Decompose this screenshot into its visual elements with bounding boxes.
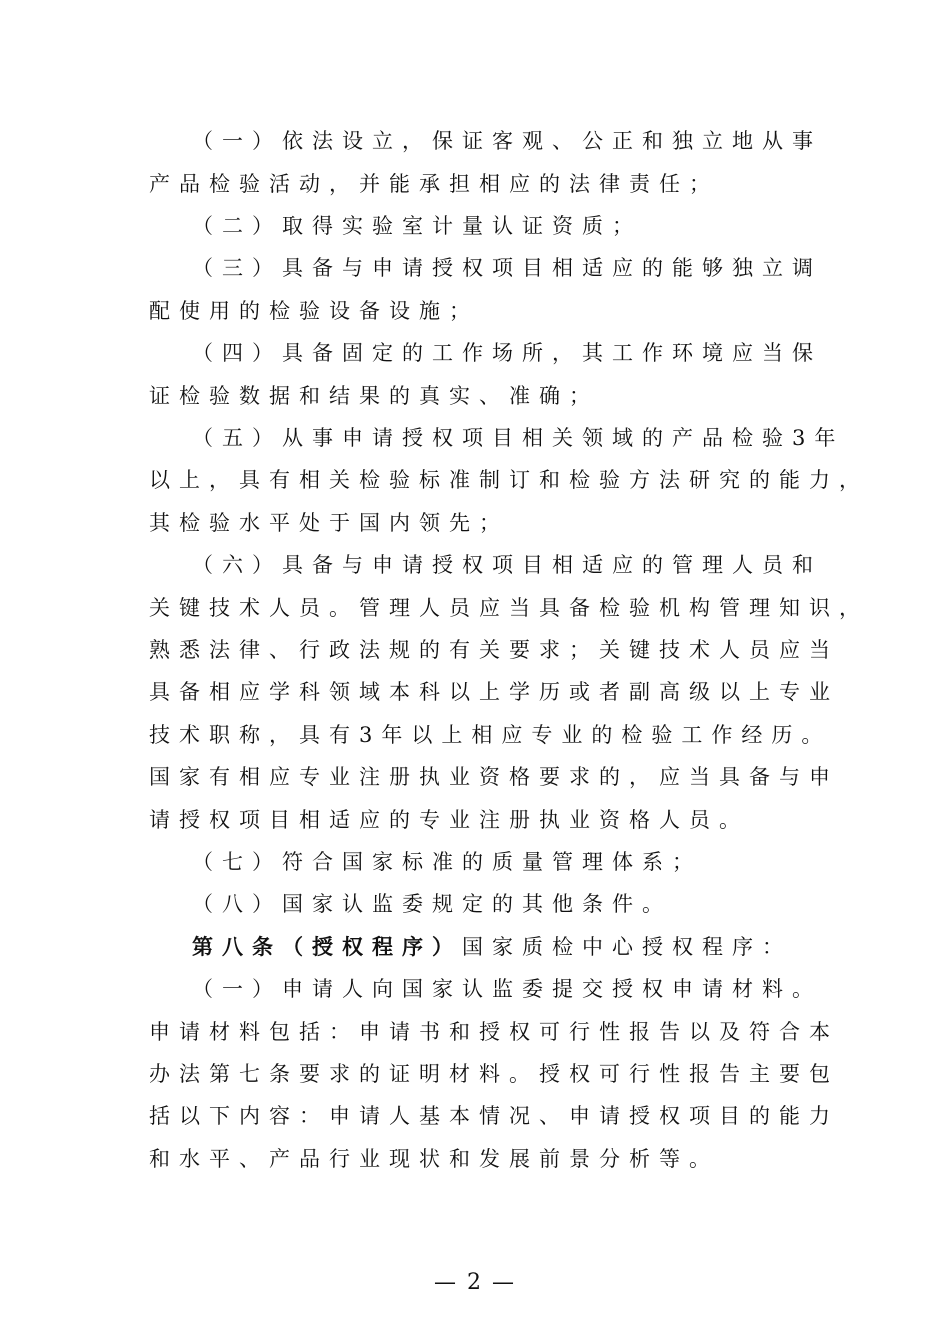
text-line: （二）取得实验室计量认证资质； [192, 214, 642, 238]
article-heading-line [192, 932, 872, 962]
text-line: （七）符合国家标准的质量管理体系； [192, 850, 702, 874]
text-line: 办法第七条要求的证明材料。授权可行性报告主要包 [149, 1062, 839, 1086]
text-line: （一）申请人向国家认监委提交授权申请材料。 [192, 977, 822, 1001]
text-line: 配使用的检验设备设施； [149, 299, 479, 323]
article-heading-text: 国家质检中心授权程序： [462, 935, 792, 959]
text-line: 证检验数据和结果的真实、准确； [149, 384, 599, 408]
text-line: 请授权项目相适应的专业注册执业资格人员。 [149, 808, 749, 832]
text-line: （三）具备与申请授权项目相适应的能够独立调 [192, 256, 822, 280]
article-heading: 第八条（授权程序） [192, 934, 462, 959]
text-line: 具备相应学科领域本科以上学历或者副高级以上专业 [149, 680, 839, 704]
text-line: 以上，具有相关检验标准制订和检验方法研究的能力， [149, 468, 869, 492]
text-line: 申请材料包括：申请书和授权可行性报告以及符合本 [149, 1020, 839, 1044]
text-line: 其检验水平处于国内领先； [149, 511, 509, 535]
text-line: 括以下内容：申请人基本情况、申请授权项目的能力 [149, 1104, 839, 1128]
text-line: 技术职称，具有3年以上相应专业的检验工作经历。 [149, 723, 832, 747]
text-line: （五）从事申请授权项目相关领域的产品检验3年 [192, 426, 845, 450]
text-line: 国家有相应专业注册执业资格要求的，应当具备与申 [149, 765, 839, 789]
text-line: 关键技术人员。管理人员应当具备检验机构管理知识， [149, 596, 869, 620]
text-line: （八）国家认监委规定的其他条件。 [192, 892, 672, 916]
text-line: （六）具备与申请授权项目相适应的管理人员和 [192, 553, 822, 577]
text-line: 和水平、产品行业现状和发展前景分析等。 [149, 1147, 719, 1171]
text-line: （四）具备固定的工作场所，其工作环境应当保 [192, 341, 822, 365]
text-line: 产品检验活动，并能承担相应的法律责任； [149, 172, 719, 196]
text-line: （一）依法设立，保证客观、公正和独立地从事 [192, 129, 822, 153]
text-line: 熟悉法律、行政法规的有关要求；关键技术人员应当 [149, 638, 839, 662]
page-number: — 2 — [434, 1270, 516, 1295]
